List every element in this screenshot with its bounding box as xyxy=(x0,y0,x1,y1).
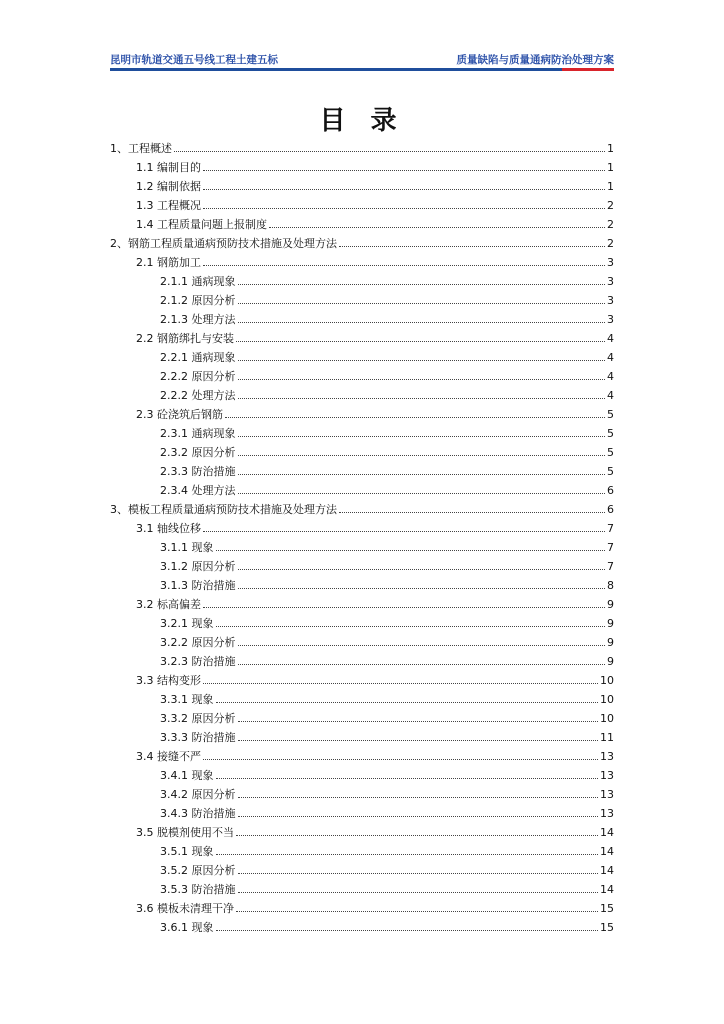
toc-entry-label: 3.3.2 原因分析 xyxy=(160,712,236,725)
toc-dot-leader xyxy=(238,588,606,589)
toc-dot-leader xyxy=(238,303,606,304)
toc-entry-label: 2.3.1 通病现象 xyxy=(160,427,236,440)
toc-entry-label: 1.4 工程质量问题上报制度 xyxy=(136,218,267,231)
toc-entry-page-number: 4 xyxy=(607,332,614,345)
toc-entry-page-number: 14 xyxy=(600,845,614,858)
toc-entry-page-number: 13 xyxy=(600,750,614,763)
toc-entry[interactable] xyxy=(160,801,614,820)
toc-entry-page-number: 14 xyxy=(600,883,614,896)
toc-entry-page-number: 2 xyxy=(607,199,614,212)
toc-entry[interactable] xyxy=(160,839,614,858)
toc-entry-page-number: 13 xyxy=(600,807,614,820)
toc-entry-page-number: 9 xyxy=(607,655,614,668)
toc-entry-label: 2.3.4 处理方法 xyxy=(160,484,236,497)
toc-dot-leader xyxy=(203,683,598,684)
toc-entry[interactable] xyxy=(160,573,614,592)
toc-dot-leader xyxy=(203,208,605,209)
toc-entry[interactable] xyxy=(136,155,614,174)
toc-dot-leader xyxy=(238,721,599,722)
toc-entry-label: 1.3 工程概况 xyxy=(136,199,201,212)
toc-entry-page-number: 11 xyxy=(600,731,614,744)
toc-entry[interactable] xyxy=(160,877,614,896)
toc-entry-label: 3、模板工程质量通病预防技术措施及处理方法 xyxy=(110,503,337,516)
toc-entry-label: 1、工程概述 xyxy=(110,142,172,155)
toc-entry-label: 3.1.2 原因分析 xyxy=(160,560,236,573)
toc-dot-leader xyxy=(238,379,606,380)
toc-entry-page-number: 1 xyxy=(607,142,614,155)
toc-entry-page-number: 3 xyxy=(607,275,614,288)
toc-entry[interactable] xyxy=(160,915,614,934)
toc-entry-page-number: 2 xyxy=(607,237,614,250)
toc-entry-page-number: 14 xyxy=(600,826,614,839)
toc-entry[interactable] xyxy=(160,782,614,801)
toc-entry-label: 3.3.3 防治措施 xyxy=(160,731,236,744)
toc-entry-page-number: 10 xyxy=(600,693,614,706)
toc-entry-label: 3.2.2 原因分析 xyxy=(160,636,236,649)
toc-dot-leader xyxy=(216,854,599,855)
toc-entry-page-number: 5 xyxy=(607,446,614,459)
toc-entry-page-number: 7 xyxy=(607,560,614,573)
toc-entry-label: 3.3 结构变形 xyxy=(136,674,201,687)
toc-dot-leader xyxy=(203,759,598,760)
toc-entry[interactable] xyxy=(160,649,614,668)
toc-entry-label: 3.6.1 现象 xyxy=(160,921,214,934)
toc-entry-page-number: 9 xyxy=(607,598,614,611)
toc-entry-page-number: 15 xyxy=(600,921,614,934)
toc-entry-label: 3.5.1 现象 xyxy=(160,845,214,858)
toc-dot-leader xyxy=(238,398,606,399)
toc-entry-page-number: 5 xyxy=(607,408,614,421)
toc-entry-label: 3.2 标高偏差 xyxy=(136,598,201,611)
toc-entry-page-number: 13 xyxy=(600,769,614,782)
toc-entry-label: 3.4.2 原因分析 xyxy=(160,788,236,801)
toc-entry[interactable] xyxy=(160,364,614,383)
toc-entry[interactable] xyxy=(160,554,614,573)
toc-entry-page-number: 5 xyxy=(607,465,614,478)
toc-dot-leader xyxy=(238,436,606,437)
toc-dot-leader xyxy=(216,626,606,627)
toc-entry-label: 3.4.3 防治措施 xyxy=(160,807,236,820)
toc-entry[interactable] xyxy=(160,630,614,649)
toc-entry[interactable] xyxy=(160,421,614,440)
toc-entry[interactable] xyxy=(136,668,614,687)
toc-entry-label: 3.5 脱模剂使用不当 xyxy=(136,826,234,839)
toc-entry-page-number: 10 xyxy=(600,674,614,687)
toc-entry-page-number: 4 xyxy=(607,351,614,364)
toc-dot-leader xyxy=(238,284,606,285)
toc-dot-leader xyxy=(238,816,599,817)
toc-dot-leader xyxy=(238,645,606,646)
toc-entry[interactable] xyxy=(136,174,614,193)
toc-entry-page-number: 9 xyxy=(607,636,614,649)
toc-dot-leader xyxy=(203,189,605,190)
toc-entry-page-number: 14 xyxy=(600,864,614,877)
toc-entry-label: 2.2.2 处理方法 xyxy=(160,389,236,402)
toc-entry[interactable] xyxy=(160,345,614,364)
toc-dot-leader xyxy=(238,474,606,475)
toc-dot-leader xyxy=(203,265,605,266)
toc-entry-page-number: 2 xyxy=(607,218,614,231)
toc-entry-page-number: 9 xyxy=(607,617,614,630)
toc-entry[interactable] xyxy=(136,250,614,269)
toc-entry-label: 3.5.2 原因分析 xyxy=(160,864,236,877)
toc-entry[interactable] xyxy=(136,592,614,611)
toc-entry-label: 1.1 编制目的 xyxy=(136,161,201,174)
toc-entry[interactable] xyxy=(110,136,614,155)
toc-entry-page-number: 6 xyxy=(607,503,614,516)
toc-dot-leader xyxy=(203,607,605,608)
toc-entry-label: 2.2.2 原因分析 xyxy=(160,370,236,383)
toc-entry-label: 2.3.3 防治措施 xyxy=(160,465,236,478)
toc-dot-leader xyxy=(238,493,606,494)
toc-dot-leader xyxy=(174,151,605,152)
toc-entry-page-number: 1 xyxy=(607,180,614,193)
toc-entry-page-number: 5 xyxy=(607,427,614,440)
toc-entry[interactable] xyxy=(160,269,614,288)
toc-entry[interactable] xyxy=(160,307,614,326)
toc-entry-label: 3.2.3 防治措施 xyxy=(160,655,236,668)
toc-dot-leader xyxy=(236,341,605,342)
toc-entry-label: 3.2.1 现象 xyxy=(160,617,214,630)
toc-entry[interactable] xyxy=(160,478,614,497)
page-title: 目 录 xyxy=(319,106,405,136)
toc-entry-label: 3.1.3 防治措施 xyxy=(160,579,236,592)
toc-entry[interactable] xyxy=(160,288,614,307)
toc-entry-page-number: 13 xyxy=(600,788,614,801)
toc-dot-leader xyxy=(216,702,599,703)
toc-entry-page-number: 7 xyxy=(607,522,614,535)
toc-dot-leader xyxy=(236,911,598,912)
toc-dot-leader xyxy=(238,360,606,361)
toc-dot-leader xyxy=(238,873,599,874)
toc-entry-label: 3.1 轴线位移 xyxy=(136,522,201,535)
toc-dot-leader xyxy=(238,797,599,798)
toc-dot-leader xyxy=(203,531,605,532)
toc-dot-leader xyxy=(238,664,606,665)
toc-entry-page-number: 3 xyxy=(607,313,614,326)
toc-entry-page-number: 8 xyxy=(607,579,614,592)
toc-entry-label: 2.2 钢筋绑扎与安装 xyxy=(136,332,234,345)
page-header xyxy=(110,52,614,66)
toc-entry-label: 1.2 编制依据 xyxy=(136,180,201,193)
toc-entry-page-number: 4 xyxy=(607,389,614,402)
header-project-name: 昆明市轨道交通五号线工程土建五标 xyxy=(110,54,278,66)
toc-entry-page-number: 7 xyxy=(607,541,614,554)
toc-dot-leader xyxy=(203,170,605,171)
toc-entry[interactable] xyxy=(136,193,614,212)
toc-entry-label: 2.3 砼浇筑后钢筋 xyxy=(136,408,223,421)
toc-entry-label: 3.4.1 现象 xyxy=(160,769,214,782)
toc-dot-leader xyxy=(339,246,605,247)
toc-entry-page-number: 15 xyxy=(600,902,614,915)
toc-dot-leader xyxy=(339,512,605,513)
toc-entry[interactable] xyxy=(160,763,614,782)
toc-entry[interactable] xyxy=(160,459,614,478)
toc-entry[interactable] xyxy=(110,497,614,516)
toc-entry-label: 2.1 钢筋加工 xyxy=(136,256,201,269)
header-rule-red xyxy=(562,68,614,71)
toc-entry-label: 2.2.1 通病现象 xyxy=(160,351,236,364)
toc-entry[interactable] xyxy=(136,212,614,231)
header-rule-blue xyxy=(110,68,562,71)
toc-entry-label: 2.1.2 原因分析 xyxy=(160,294,236,307)
toc-entry[interactable] xyxy=(160,687,614,706)
toc-entry[interactable] xyxy=(110,231,614,250)
toc-entry[interactable] xyxy=(160,440,614,459)
toc-entry-label: 3.6 模板未清理干净 xyxy=(136,902,234,915)
toc-entry[interactable] xyxy=(136,402,614,421)
toc-entry-page-number: 3 xyxy=(607,294,614,307)
toc-entry-label: 3.3.1 现象 xyxy=(160,693,214,706)
toc-dot-leader xyxy=(238,455,606,456)
toc-entry[interactable] xyxy=(160,858,614,877)
toc-entry[interactable] xyxy=(136,820,614,839)
toc-entry[interactable] xyxy=(160,706,614,725)
toc-dot-leader xyxy=(269,227,605,228)
toc-entry-label: 2.1.1 通病现象 xyxy=(160,275,236,288)
toc-entry-label: 3.4 接缝不严 xyxy=(136,750,201,763)
toc-dot-leader xyxy=(216,778,599,779)
toc-entry-label: 3.5.3 防治措施 xyxy=(160,883,236,896)
toc-entry-page-number: 6 xyxy=(607,484,614,497)
toc-dot-leader xyxy=(238,740,599,741)
toc-entry[interactable] xyxy=(136,326,614,345)
toc-entry[interactable] xyxy=(136,516,614,535)
toc-entry[interactable] xyxy=(160,725,614,744)
toc-dot-leader xyxy=(225,417,605,418)
toc-entry[interactable] xyxy=(160,611,614,630)
toc-entry-label: 2.1.3 处理方法 xyxy=(160,313,236,326)
toc-entry-label: 2、钢筋工程质量通病预防技术措施及处理方法 xyxy=(110,237,337,250)
toc-entry-label: 2.3.2 原因分析 xyxy=(160,446,236,459)
toc-entry[interactable] xyxy=(160,383,614,402)
toc-dot-leader xyxy=(216,550,606,551)
header-document-title: 质量缺陷与质量通病防治处理方案 xyxy=(456,54,614,66)
toc-entry[interactable] xyxy=(160,535,614,554)
toc-dot-leader xyxy=(216,930,599,931)
toc-dot-leader xyxy=(238,569,606,570)
toc-entry-page-number: 1 xyxy=(607,161,614,174)
toc-entry-page-number: 3 xyxy=(607,256,614,269)
toc-dot-leader xyxy=(238,322,606,323)
toc-entry[interactable] xyxy=(136,896,614,915)
toc-entry-page-number: 4 xyxy=(607,370,614,383)
toc-entry-page-number: 10 xyxy=(600,712,614,725)
toc-entry[interactable] xyxy=(136,744,614,763)
toc-dot-leader xyxy=(236,835,598,836)
toc-entry-label: 3.1.1 现象 xyxy=(160,541,214,554)
toc-dot-leader xyxy=(238,892,599,893)
